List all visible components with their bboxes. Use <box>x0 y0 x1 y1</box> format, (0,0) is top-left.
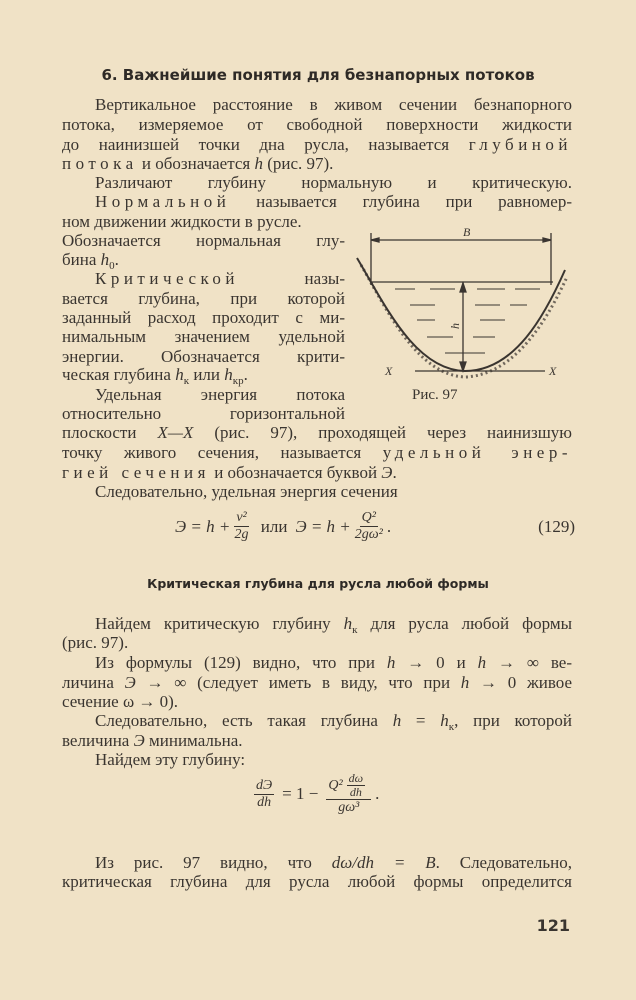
text-segment: назы- <box>239 269 345 288</box>
text-line <box>62 308 345 328</box>
text-segment: и обозначается буквой <box>209 463 382 482</box>
text-segment: Удельная энергия потока <box>95 385 345 404</box>
text-line <box>62 154 572 174</box>
text-segment: → 0 и <box>395 653 478 672</box>
text-line <box>62 327 345 347</box>
text-segment: 0 <box>109 260 115 272</box>
text-segment: нимальным значением удельной <box>62 327 345 346</box>
fraction-numerator: v² <box>236 510 247 525</box>
text-segment: . Следовательно, <box>435 853 572 872</box>
text-segment: к <box>352 624 358 636</box>
text-segment: Нормальной <box>95 192 231 211</box>
text-segment: критическая глубина для русла любой формы определится <box>62 872 572 891</box>
text-segment: . <box>114 250 119 269</box>
text-segment: (рис. 97), проходящей через наинизшую <box>193 423 572 442</box>
text-segment: Э <box>133 731 145 750</box>
width-label-B: B <box>463 225 471 239</box>
text-segment: Следовательно, удельная энергия сечения <box>95 482 398 501</box>
text-line <box>62 289 345 309</box>
text-segment: заданный расход проходит с ми- <box>62 308 345 327</box>
text-segment: Обозначается нормальная глу- <box>62 231 345 250</box>
formula-129 <box>175 510 575 543</box>
text-line <box>62 750 572 770</box>
text-segment: X—X <box>157 423 194 442</box>
text-segment: h <box>100 250 110 269</box>
text-segment: Э <box>124 673 136 692</box>
section-heading: 6. Важнейшие понятия для безнапорных потоков <box>101 66 535 84</box>
text-segment: величина <box>62 731 134 750</box>
text-segment: Из формулы (129) видно, что при <box>95 653 387 672</box>
text-segment: глубиной <box>468 135 572 154</box>
fraction-denominator: 2gω² <box>354 527 383 542</box>
figure-caption: Рис. 97 <box>412 387 458 403</box>
text-segment: до наинизшей точки дна русла, называется <box>62 135 469 154</box>
text-segment: точку живого сечения, называется <box>62 443 383 462</box>
text-segment: потока, измеряемое от свободной поверхности жидкости <box>62 115 572 134</box>
formula-period: . <box>386 516 392 536</box>
text-segment: минимальна. <box>144 731 243 750</box>
subsection-heading: Критическая глубина для русла любой формы <box>147 576 489 591</box>
text-line <box>62 692 572 712</box>
formula-lhs2: Э = h + <box>295 516 351 536</box>
figure-97-channel-diagram <box>355 225 570 385</box>
text-segment: бина <box>62 250 101 269</box>
text-segment: энергии. Обозначается крити- <box>62 347 345 366</box>
axis-label-x-left: X <box>385 364 393 378</box>
text-line <box>62 173 572 193</box>
text-line <box>62 115 572 135</box>
text-segment: Различают глубину нормальную и критическую. <box>95 173 572 192</box>
text-line <box>62 135 572 155</box>
text-segment: личина <box>62 673 125 692</box>
text-segment: . <box>243 365 248 384</box>
text-segment: → ∞ ве- <box>486 653 572 672</box>
text-line <box>62 231 345 251</box>
formula-lhs: Э = h + <box>175 516 231 536</box>
text-line <box>62 212 345 232</box>
text-segment: → ∞ (следует иметь в виду, что при <box>135 673 461 692</box>
text-segment: потока <box>62 154 138 173</box>
text-segment: относительно горизонтальной <box>62 404 345 423</box>
text-line <box>62 95 572 115</box>
text-segment: удельной энер- <box>382 443 573 462</box>
text-segment: Критической <box>95 269 240 288</box>
depth-label-h: h <box>448 323 462 329</box>
text-segment: Найдем эту глубину: <box>95 750 246 769</box>
text-line <box>62 347 345 367</box>
text-segment: для русла любой формы <box>357 614 573 633</box>
text-segment: . <box>392 463 397 482</box>
axis-label-x-right: X <box>549 364 557 378</box>
text-segment: h <box>386 653 396 672</box>
q-squared: Q² <box>328 777 343 793</box>
fraction-denominator: gω³ <box>338 800 360 815</box>
text-line <box>62 482 572 502</box>
text-segment: к <box>448 721 455 733</box>
text-line <box>62 463 572 483</box>
fraction-numerator: dЭ <box>256 777 273 793</box>
text-segment: (рис. 97). <box>262 154 334 173</box>
text-segment: dω/dh = B <box>331 853 436 872</box>
text-line <box>62 269 345 289</box>
text-segment: , при которой <box>454 711 573 730</box>
text-line <box>62 872 572 892</box>
text-segment: называется глубина при равномер- <box>230 192 572 211</box>
text-segment: ном движении жидкости в русле. <box>62 212 302 231</box>
text-segment: h <box>175 365 184 384</box>
text-segment: вается глубина, при которой <box>62 289 345 308</box>
text-segment: → 0 живое <box>469 673 572 692</box>
text-segment: h <box>477 653 487 672</box>
text-segment: сечение ω → 0). <box>62 692 179 711</box>
text-segment: и обозначается <box>137 154 255 173</box>
text-line <box>62 731 572 751</box>
fraction-numerator: Q² <box>361 510 376 525</box>
page-number: 121 <box>536 916 570 935</box>
text-segment: Найдем критическую глубину <box>95 614 344 633</box>
text-segment: Следовательно, есть такая глубина <box>95 711 393 730</box>
text-segment: кр <box>232 375 244 387</box>
text-segment: или <box>189 365 225 384</box>
text-segment: Из рис. 97 видно, что <box>95 853 332 872</box>
text-segment: гией сечения <box>62 463 210 482</box>
text-line <box>62 385 345 405</box>
text-segment: h <box>392 711 402 730</box>
text-segment: плоскости <box>62 423 158 442</box>
formula-or: или <box>260 516 288 536</box>
text-segment: h <box>343 614 353 633</box>
text-line <box>62 853 572 873</box>
text-segment: h <box>254 154 263 173</box>
text-segment: = <box>401 711 441 730</box>
text-line <box>62 653 572 673</box>
text-segment: h <box>224 365 233 384</box>
formula-period: . <box>375 784 380 803</box>
inner-numerator: dω <box>348 771 364 785</box>
text-segment: Вертикальное расстояние в живом сечении безнапорного <box>95 95 572 114</box>
text-line <box>62 633 572 653</box>
text-segment: ческая глубина <box>62 365 176 384</box>
formula-middle: = 1 − <box>282 784 319 803</box>
text-segment: h <box>460 673 470 692</box>
inner-denominator: dh <box>349 785 362 799</box>
text-line <box>62 443 572 463</box>
text-line <box>62 192 572 212</box>
equation-number: (129) <box>538 516 575 536</box>
text-segment: Э <box>381 463 393 482</box>
text-segment: (рис. 97). <box>62 633 129 652</box>
text-line <box>62 673 572 693</box>
formula-derivative <box>250 772 379 816</box>
text-segment: к <box>183 375 190 387</box>
text-segment: h <box>440 711 449 730</box>
fraction-denominator: dh <box>257 794 272 810</box>
text-line <box>62 404 345 424</box>
text-line <box>62 423 572 443</box>
fraction-denominator: 2g <box>234 527 249 542</box>
